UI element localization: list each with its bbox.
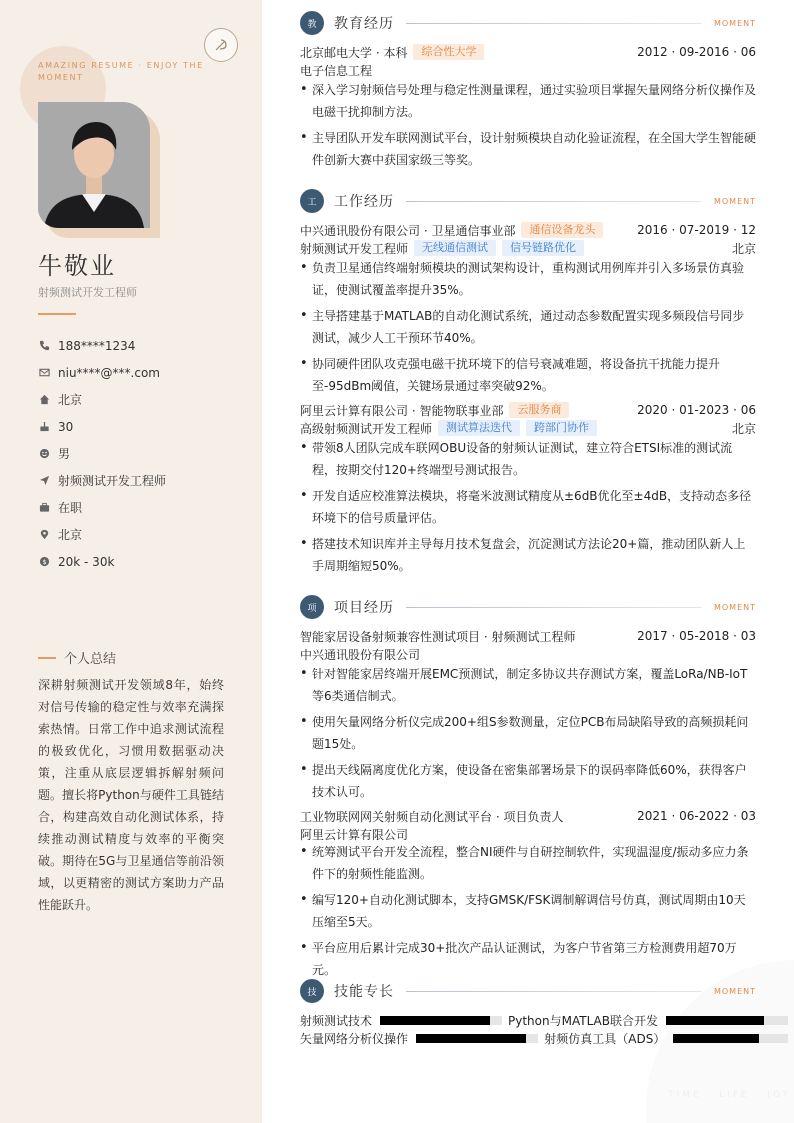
skill-level-bar xyxy=(666,1016,788,1025)
section-header-skills xyxy=(300,978,756,1004)
skill-row xyxy=(300,1029,794,1047)
project-company: 中兴通讯股份有限公司 xyxy=(300,647,421,662)
skill-level-fill xyxy=(416,1034,526,1043)
section-badge: 项 xyxy=(300,595,324,619)
section-moment-label: MOMENT xyxy=(713,602,756,612)
info-salary xyxy=(38,548,166,575)
skill-name: Python与MATLAB联合开发 xyxy=(508,1013,658,1028)
info-phone xyxy=(38,332,166,359)
location-text: 北京 xyxy=(58,528,83,542)
role-name: 高级射频测试开发工程师 xyxy=(300,421,433,436)
list-item: • 主导团队开发车联网测试平台，设计射频模块自动化验证流程，在全国大学生智能硬件创新大赛中获国家级三等奖。 xyxy=(300,127,756,171)
list-item: • 带领8人团队完成车联网OBU设备的射频认证测试，建立符合ETSI标准的测试流程，按期交付120+终端型号测试报告。 xyxy=(300,437,756,481)
cake-icon xyxy=(38,421,50,433)
work-date: 2016 · 07-2019 · 12 xyxy=(637,223,756,237)
project-name-row xyxy=(300,627,756,645)
list-item: • 主导搭建基于MATLAB的自动化测试系统，通过动态参数配置实现多频段信号同步测试，减少人工干预环节40%。 xyxy=(300,305,756,349)
project-company-row xyxy=(300,645,756,663)
work-bullets xyxy=(300,437,756,581)
section-header-project xyxy=(300,594,756,620)
education-bullets xyxy=(300,79,756,175)
footer-watermark: TIME · LIFE · JOY xyxy=(668,1090,792,1100)
role-tag: 无线通信测试 xyxy=(414,240,496,256)
list-item: • 针对智能家居终端开展EMC预测试，制定多协议共存测试方案，覆盖LoRa/NB-IoT等6类通信制式。 xyxy=(300,663,756,707)
role-name: 射频测试开发工程师 xyxy=(300,241,409,256)
skill-level-bar xyxy=(673,1034,788,1043)
send-icon xyxy=(38,475,50,487)
education-date: 2012 · 09-2016 · 06 xyxy=(637,45,756,59)
school-tag: 综合性大学 xyxy=(413,44,484,60)
project-company: 阿里云计算有限公司 xyxy=(300,827,409,842)
list-item: • 负责卫星通信终端射频模块的测试架构设计，重构测试用例库并引入多场景仿真验证，使测试覆盖率提升35%。 xyxy=(300,257,756,301)
list-item: • 平台应用后累计完成30+批次产品认证测试，为客户节省第三方检测费用超70万元。 xyxy=(300,937,756,981)
info-age xyxy=(38,413,166,440)
svg-text:$: $ xyxy=(41,557,47,566)
skills-list xyxy=(300,1011,794,1047)
home-icon xyxy=(38,394,50,406)
list-item: • 编写120+自动化测试脚本，支持GMSK/FSK调制解调信号仿真，测试周期由10天压缩至5天。 xyxy=(300,889,756,933)
location-pin-icon xyxy=(38,529,50,541)
section-moment-label: MOMENT xyxy=(713,196,756,206)
info-home xyxy=(38,386,166,413)
skill-row xyxy=(300,1011,794,1029)
phone-text: 188****1234 xyxy=(58,338,136,353)
work-company-row xyxy=(300,221,756,239)
skill-level-fill xyxy=(673,1034,759,1043)
project-name: 智能家居设备射频兼容性测试项目 · 射频测试工程师 xyxy=(300,629,576,644)
candidate-name: 牛敬业 xyxy=(38,252,116,280)
skill-name: 射频测试技术 xyxy=(300,1013,373,1028)
section-badge: 技 xyxy=(300,979,324,1003)
education-major-row xyxy=(300,61,756,79)
contact-info-list xyxy=(38,332,166,575)
section-title: 教育经历 xyxy=(334,16,394,32)
title-divider xyxy=(38,313,76,315)
project-bullets xyxy=(300,663,756,807)
skill-level-fill xyxy=(380,1016,490,1025)
project-bullets xyxy=(300,841,756,985)
list-item: • 统筹测试平台开发全流程，整合NI硬件与自研控制软件，实现温湿度/振动多应力条件下的射频性能监测。 xyxy=(300,841,756,885)
list-item: • 协同硬件团队攻克强电磁干扰环境下的信号衰减难题，将设备抗干扰能力提升至-95dBm阈值，关键场景通过率突破92%。 xyxy=(300,353,756,397)
briefcase-icon xyxy=(38,502,50,514)
skill-level-bar xyxy=(416,1034,538,1043)
salary-icon xyxy=(38,556,50,568)
skill-level-fill xyxy=(666,1016,764,1025)
info-target-position xyxy=(38,467,166,494)
section-moment-label: MOMENT xyxy=(713,986,756,996)
section-header-work xyxy=(300,188,756,214)
gender-text: 男 xyxy=(58,447,71,461)
list-item: • 深入学习射频信号处理与稳定性测量课程，通过实验项目掌握矢量网络分析仪操作及电磁干扰抑制方法。 xyxy=(300,79,756,123)
job-title: 射频测试开发工程师 xyxy=(38,286,137,299)
status-text: 在职 xyxy=(58,501,83,515)
section-badge: 工 xyxy=(300,189,324,213)
skill-name: 射频仿真工具（ADS） xyxy=(544,1031,666,1046)
tagline: AMAZING RESUME · ENJOY THE MOMENT xyxy=(38,61,204,82)
work-bullets xyxy=(300,257,756,401)
work-role-row xyxy=(300,239,756,257)
target-position-text: 射频测试开发工程师 xyxy=(58,474,167,488)
school-name: 北京邮电大学 · 本科 xyxy=(300,45,408,60)
work-city: 北京 xyxy=(731,241,756,256)
education-row xyxy=(300,43,756,61)
role-tag: 跨部门协作 xyxy=(526,420,597,436)
list-item: • 搭建技术知识库并主导每月技术复盘会，沉淀测试方法论20+篇，推动团队新人上手周期缩短50%。 xyxy=(300,533,756,577)
avatar xyxy=(38,102,150,228)
summary-heading xyxy=(38,648,116,667)
work-date: 2020 · 01-2023 · 06 xyxy=(637,403,756,417)
email-text: niu****@***.com xyxy=(58,365,160,380)
section-moment-label: MOMENT xyxy=(713,18,756,28)
project-date: 2021 · 06-2022 · 03 xyxy=(637,809,756,823)
list-item: • 开发自适应校准算法模块，将毫米波测试精度从±6dB优化至±4dB，支持动态多径环境下的信号质量评估。 xyxy=(300,485,756,529)
hometown-text: 北京 xyxy=(58,393,83,407)
list-item: • 使用矢量网络分析仪完成200+组S参数测量，定位PCB布局缺陷导致的高频损耗问题15处。 xyxy=(300,711,756,755)
sidebar xyxy=(0,0,262,1123)
major: 电子信息工程 xyxy=(300,63,373,78)
skill-level-bar xyxy=(380,1016,502,1025)
company-tag: 通信设备龙头 xyxy=(521,222,603,238)
role-tag: 信号链路优化 xyxy=(502,240,584,256)
age-text: 30 xyxy=(58,419,74,434)
section-title: 技能专长 xyxy=(334,984,394,1000)
info-status xyxy=(38,494,166,521)
face-icon xyxy=(38,448,50,460)
role-tag: 测试算法迭代 xyxy=(438,420,520,436)
phone-icon xyxy=(38,340,50,352)
company-name: 阿里云计算有限公司 · 智能物联事业部 xyxy=(300,403,504,418)
work-company-row xyxy=(300,401,756,419)
section-badge: 教 xyxy=(300,11,324,35)
salary-text: 20k - 30k xyxy=(58,554,115,569)
section-title: 工作经历 xyxy=(334,194,394,210)
work-role-row xyxy=(300,419,756,437)
info-gender xyxy=(38,440,166,467)
section-header-education xyxy=(300,10,756,36)
info-email xyxy=(38,359,166,386)
project-date: 2017 · 05-2018 · 03 xyxy=(637,629,756,643)
summary-text: 深耕射频测试开发领域8年，始终对信号传输的稳定性与效率充满探索热情。日常工作中追求测试流程的极致优化，习惯用数据驱动决策，注重从底层逻辑拆解射频问题。擅长将Python与硬件工具链结合，构建高效自动化测试体系，持续推动测试精度与效率的平衡突破。期待在5G与卫星通信等前沿领域，以更精密的测试方案助力产品性能跃升。 xyxy=(38,678,224,912)
info-location xyxy=(38,521,166,548)
work-city: 北京 xyxy=(731,421,756,436)
company-tag: 云服务商 xyxy=(509,402,569,418)
section-title: 项目经历 xyxy=(334,600,394,616)
mail-icon xyxy=(38,367,50,379)
list-item: • 提出天线隔离度优化方案，使设备在密集部署场景下的误码率降低60%，获得客户技术认可。 xyxy=(300,759,756,803)
skill-name: 矢量网络分析仪操作 xyxy=(300,1031,409,1046)
summary-title: 个人总结 xyxy=(64,652,117,667)
company-name: 中兴通讯股份有限公司 · 卫星通信事业部 xyxy=(300,223,516,238)
project-name-row xyxy=(300,807,756,825)
project-name: 工业物联网网关射频自动化测试平台 · 项目负责人 xyxy=(300,809,564,824)
feather-logo-icon xyxy=(204,28,238,62)
